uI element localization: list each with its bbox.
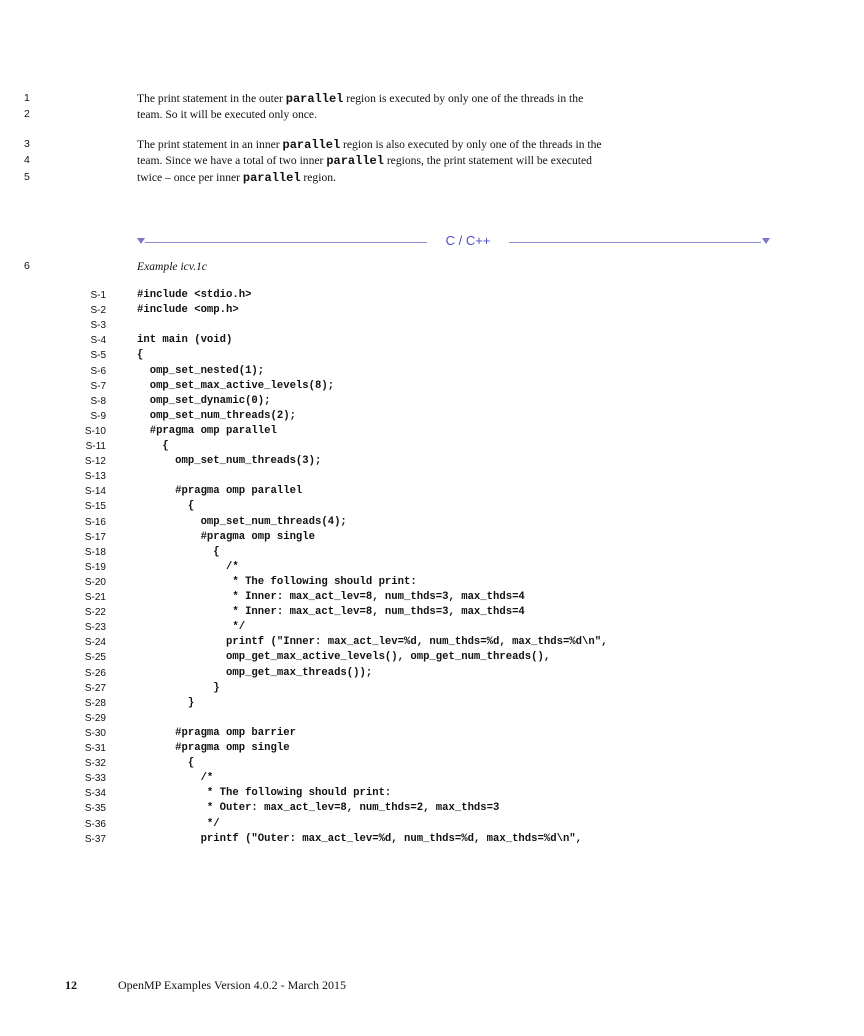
triangle-down-icon [137, 238, 145, 244]
code-line: omp_set_num_threads(2); [137, 409, 296, 422]
code-line-number: S-29 [84, 712, 106, 724]
code-line-number: S-12 [84, 456, 106, 468]
code-line-number: S-31 [84, 743, 106, 754]
code-line-number: S-36 [84, 818, 106, 830]
code-line-number: S-17 [84, 531, 106, 543]
code-line-number: S-37 [84, 833, 106, 845]
code-line-number: S-8 [90, 395, 106, 407]
page-number: 12 [65, 978, 77, 992]
code-line: omp_set_dynamic(0); [137, 394, 271, 407]
line-number: 2 [24, 108, 30, 120]
code-line: #pragma omp barrier [137, 726, 296, 739]
code-line-number: S-14 [84, 486, 106, 498]
code-line-number: S-28 [84, 697, 106, 709]
code-line-number: S-1 [90, 290, 106, 301]
code-line: * The following should print: [137, 787, 392, 800]
text-segment: team. Since we have a total of two inner [137, 154, 327, 167]
code-line: * Inner: max_act_lev=8, num_thds=3, max_thds=4 [137, 591, 525, 603]
code-line: omp_set_max_active_levels(8); [137, 379, 335, 392]
line-number: 3 [24, 138, 30, 150]
text-segment: region. [300, 171, 336, 184]
keyword: parallel [242, 171, 301, 185]
text-segment: team. So it will be executed only once. [137, 108, 317, 121]
code-line: * The following should print: [137, 575, 417, 588]
code-line-number: S-16 [84, 516, 106, 528]
code-line-number: S-35 [84, 803, 106, 815]
code-line: omp_set_num_threads(4); [137, 515, 347, 528]
triangle-down-icon [762, 238, 770, 244]
code-line-number: S-30 [84, 727, 106, 739]
line-number: 4 [24, 154, 30, 166]
keyword: parallel [326, 154, 384, 168]
code-line: printf ("Inner: max_act_lev=%d, num_thds=%d, max_thds=%d\n", [137, 636, 608, 649]
code-line-number: S-22 [84, 607, 106, 619]
code-line: #pragma omp parallel [137, 424, 277, 437]
code-line-number: S-2 [90, 305, 106, 317]
code-line: printf ("Outer: max_act_lev=%d, num_thds=%d, max_thds=%d\n", [137, 832, 583, 845]
code-line-number: S-11 [85, 441, 106, 452]
code-line-number: S-15 [84, 501, 106, 513]
code-line: * Inner: max_act_lev=8, num_thds=3, max_thds=4 [137, 606, 525, 619]
code-line-number: S-27 [84, 682, 106, 694]
paragraph-line [137, 108, 317, 121]
code-line: */ [137, 817, 220, 830]
code-line-number: S-26 [84, 667, 106, 679]
code-line-number: S-23 [84, 622, 106, 634]
code-line: #pragma omp parallel [137, 485, 303, 498]
code-line-number: S-33 [84, 773, 106, 785]
code-line: { [137, 545, 220, 558]
code-line: /* [137, 560, 239, 573]
code-line-number: S-3 [90, 320, 106, 332]
code-line-number: S-19 [84, 561, 106, 573]
code-line-number: S-20 [84, 576, 106, 588]
text-segment: twice – once per inner [137, 171, 243, 184]
code-line: } [137, 696, 195, 709]
line-number: 6 [24, 260, 30, 272]
code-line: #pragma omp single [137, 742, 290, 754]
code-line: omp_set_nested(1); [137, 364, 265, 377]
code-line: omp_get_max_active_levels(), omp_get_num_threads(), [137, 651, 551, 664]
language-label: C / C++ [445, 233, 491, 248]
code-line: { [137, 500, 195, 513]
keyword: parallel [282, 138, 341, 152]
code-line: * Outer: max_act_lev=8, num_thds=2, max_thds=3 [137, 802, 500, 815]
code-line: /* [137, 772, 214, 785]
example-title: Example icv.1c [137, 260, 207, 273]
code-line-number: S-18 [84, 546, 106, 558]
paragraph-line [137, 138, 602, 152]
code-line-number: S-21 [84, 592, 106, 603]
paragraph-line [137, 171, 336, 185]
code-line: omp_set_num_threads(3); [137, 455, 322, 468]
text-segment: region is executed by only one of the threads in the [343, 92, 584, 105]
code-line-number: S-13 [84, 471, 106, 483]
code-line: { [137, 440, 169, 452]
banner-rule-left [145, 242, 427, 243]
code-line: int main (void) [137, 334, 233, 347]
code-line: { [137, 349, 144, 362]
code-line: #include <omp.h> [137, 304, 239, 317]
code-line: #pragma omp single [137, 530, 316, 543]
footer-text: OpenMP Examples Version 4.0.2 - March 2015 [118, 978, 346, 992]
code-line-number: S-6 [90, 365, 106, 377]
code-line-number: S-7 [90, 380, 106, 392]
code-line-number: S-24 [84, 637, 106, 649]
text-segment: The print statement in an inner [137, 138, 283, 151]
code-line: { [137, 757, 195, 770]
code-line-number: S-4 [90, 335, 106, 347]
code-line: */ [137, 621, 246, 634]
text-segment: The print statement in the outer [137, 92, 286, 105]
code-line-number: S-25 [84, 652, 106, 664]
line-number: 5 [24, 171, 30, 183]
code-line-number: S-10 [84, 425, 106, 437]
paragraph-line [137, 154, 592, 168]
code-line: } [137, 681, 220, 694]
text-segment: regions, the print statement will be executed [383, 154, 592, 167]
code-line-number: S-9 [90, 410, 106, 422]
paragraph-line [137, 92, 583, 106]
language-banner [137, 233, 770, 251]
banner-rule-right [509, 242, 761, 243]
code-line: #include <stdio.h> [137, 289, 252, 301]
code-line-number: S-32 [84, 758, 106, 770]
code-line-number: S-34 [84, 788, 106, 800]
code-line-number: S-5 [90, 350, 106, 362]
line-number: 1 [24, 92, 30, 104]
keyword: parallel [285, 92, 344, 106]
code-line: omp_get_max_threads()); [137, 666, 373, 679]
text-segment: region is also executed by only one of the threads in the [340, 138, 602, 151]
